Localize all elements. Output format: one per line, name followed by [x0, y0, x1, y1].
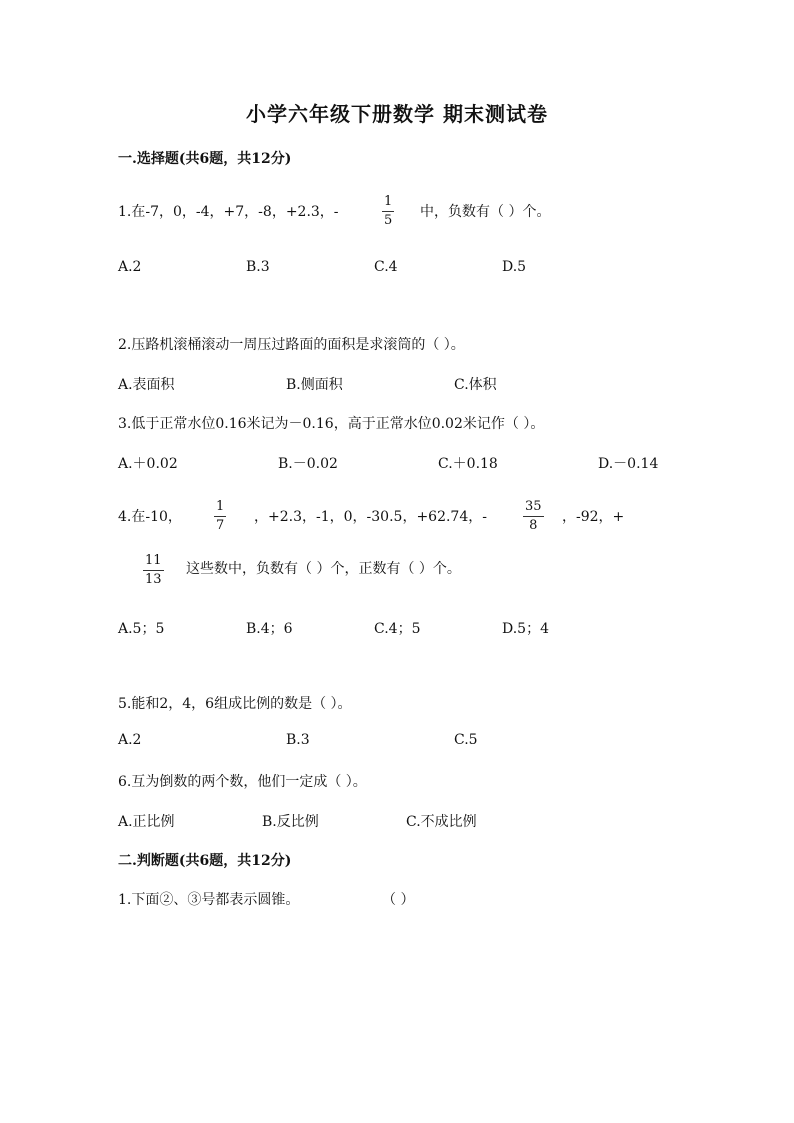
- question-4-fraction-3: [143, 553, 164, 588]
- question-1-text-end: 中，负数有（ ）个。: [420, 204, 551, 220]
- question-3-text: 3.低于正常水位0.16米记为－0.16，高于正常水位0.02米记作（ ）。: [118, 416, 545, 432]
- fraction-numerator: 11: [145, 553, 162, 568]
- question-6-option-a[interactable]: A.正比例: [118, 814, 175, 830]
- question-5-option-c[interactable]: C.5: [454, 732, 478, 748]
- fraction-denominator: 8: [529, 518, 538, 533]
- question-4-fraction-1: [214, 499, 226, 534]
- question-1-option-b[interactable]: B.3: [246, 259, 270, 275]
- question-4-text-continued: ，-92，+: [562, 509, 625, 525]
- fraction-bar: [214, 516, 226, 517]
- question-3-option-a[interactable]: A.＋0.02: [118, 456, 178, 472]
- fraction-bar: [523, 516, 544, 517]
- question-1-fraction: [382, 194, 394, 229]
- section-heading-choice: 一.选择题(共6题，共12分): [118, 151, 292, 167]
- question-4-text-start: 4.在-10，: [118, 509, 182, 525]
- question-1-option-c[interactable]: C.4: [374, 259, 398, 275]
- question-3-option-b[interactable]: B.－0.02: [278, 456, 338, 472]
- question-1-text-start: 1.在-7，0，-4，+7，-8，+2.3，-: [118, 204, 339, 220]
- fraction-denominator: 5: [384, 213, 393, 228]
- question-4-fraction-2: [523, 499, 544, 534]
- question-5-option-a[interactable]: A.2: [118, 732, 142, 748]
- question-4-option-d[interactable]: D.5；4: [502, 621, 549, 637]
- question-2-text: 2.压路机滚桶滚动一周压过路面的面积是求滚筒的（ ）。: [118, 337, 465, 353]
- judgement-1-answer-blank[interactable]: （ ）: [382, 892, 415, 908]
- fraction-bar: [382, 211, 394, 212]
- question-1-option-a[interactable]: A.2: [118, 259, 142, 275]
- section-heading-judgement: 二.判断题(共6题，共12分): [118, 853, 292, 869]
- question-4-text-middle: ，+2.3，-1，0，-30.5，+62.74，-: [254, 509, 487, 525]
- fraction-numerator: 1: [384, 194, 393, 209]
- question-5-text: 5.能和2，4，6组成比例的数是（ ）。: [118, 696, 352, 712]
- question-4-text-end: 这些数中，负数有（ ）个，正数有（ ）个。: [186, 561, 461, 577]
- question-4-option-b[interactable]: B.4；6: [246, 621, 293, 637]
- question-6-option-b[interactable]: B.反比例: [262, 814, 319, 830]
- fraction-numerator: 1: [216, 499, 225, 514]
- question-3-option-c[interactable]: C.＋0.18: [438, 456, 498, 472]
- question-2-option-c[interactable]: C.体积: [454, 377, 497, 393]
- question-2-option-a[interactable]: A.表面积: [118, 377, 175, 393]
- question-4-option-c[interactable]: C.4；5: [374, 621, 421, 637]
- question-2-option-b[interactable]: B.侧面积: [286, 377, 343, 393]
- fraction-bar: [143, 570, 164, 571]
- fraction-numerator: 35: [525, 499, 542, 514]
- question-3-option-d[interactable]: D.－0.14: [598, 456, 659, 472]
- page-title: 小学六年级下册数学 期末测试卷: [246, 102, 548, 126]
- fraction-denominator: 7: [216, 518, 225, 533]
- question-5-option-b[interactable]: B.3: [286, 732, 310, 748]
- question-1-option-d[interactable]: D.5: [502, 259, 527, 275]
- judgement-1-text: 1.下面②、③号都表示圆锥。: [118, 892, 300, 908]
- question-6-text: 6.互为倒数的两个数，他们一定成（ ）。: [118, 774, 367, 790]
- question-4-option-a[interactable]: A.5；5: [118, 621, 165, 637]
- question-6-option-c[interactable]: C.不成比例: [406, 814, 477, 830]
- fraction-denominator: 13: [145, 572, 162, 587]
